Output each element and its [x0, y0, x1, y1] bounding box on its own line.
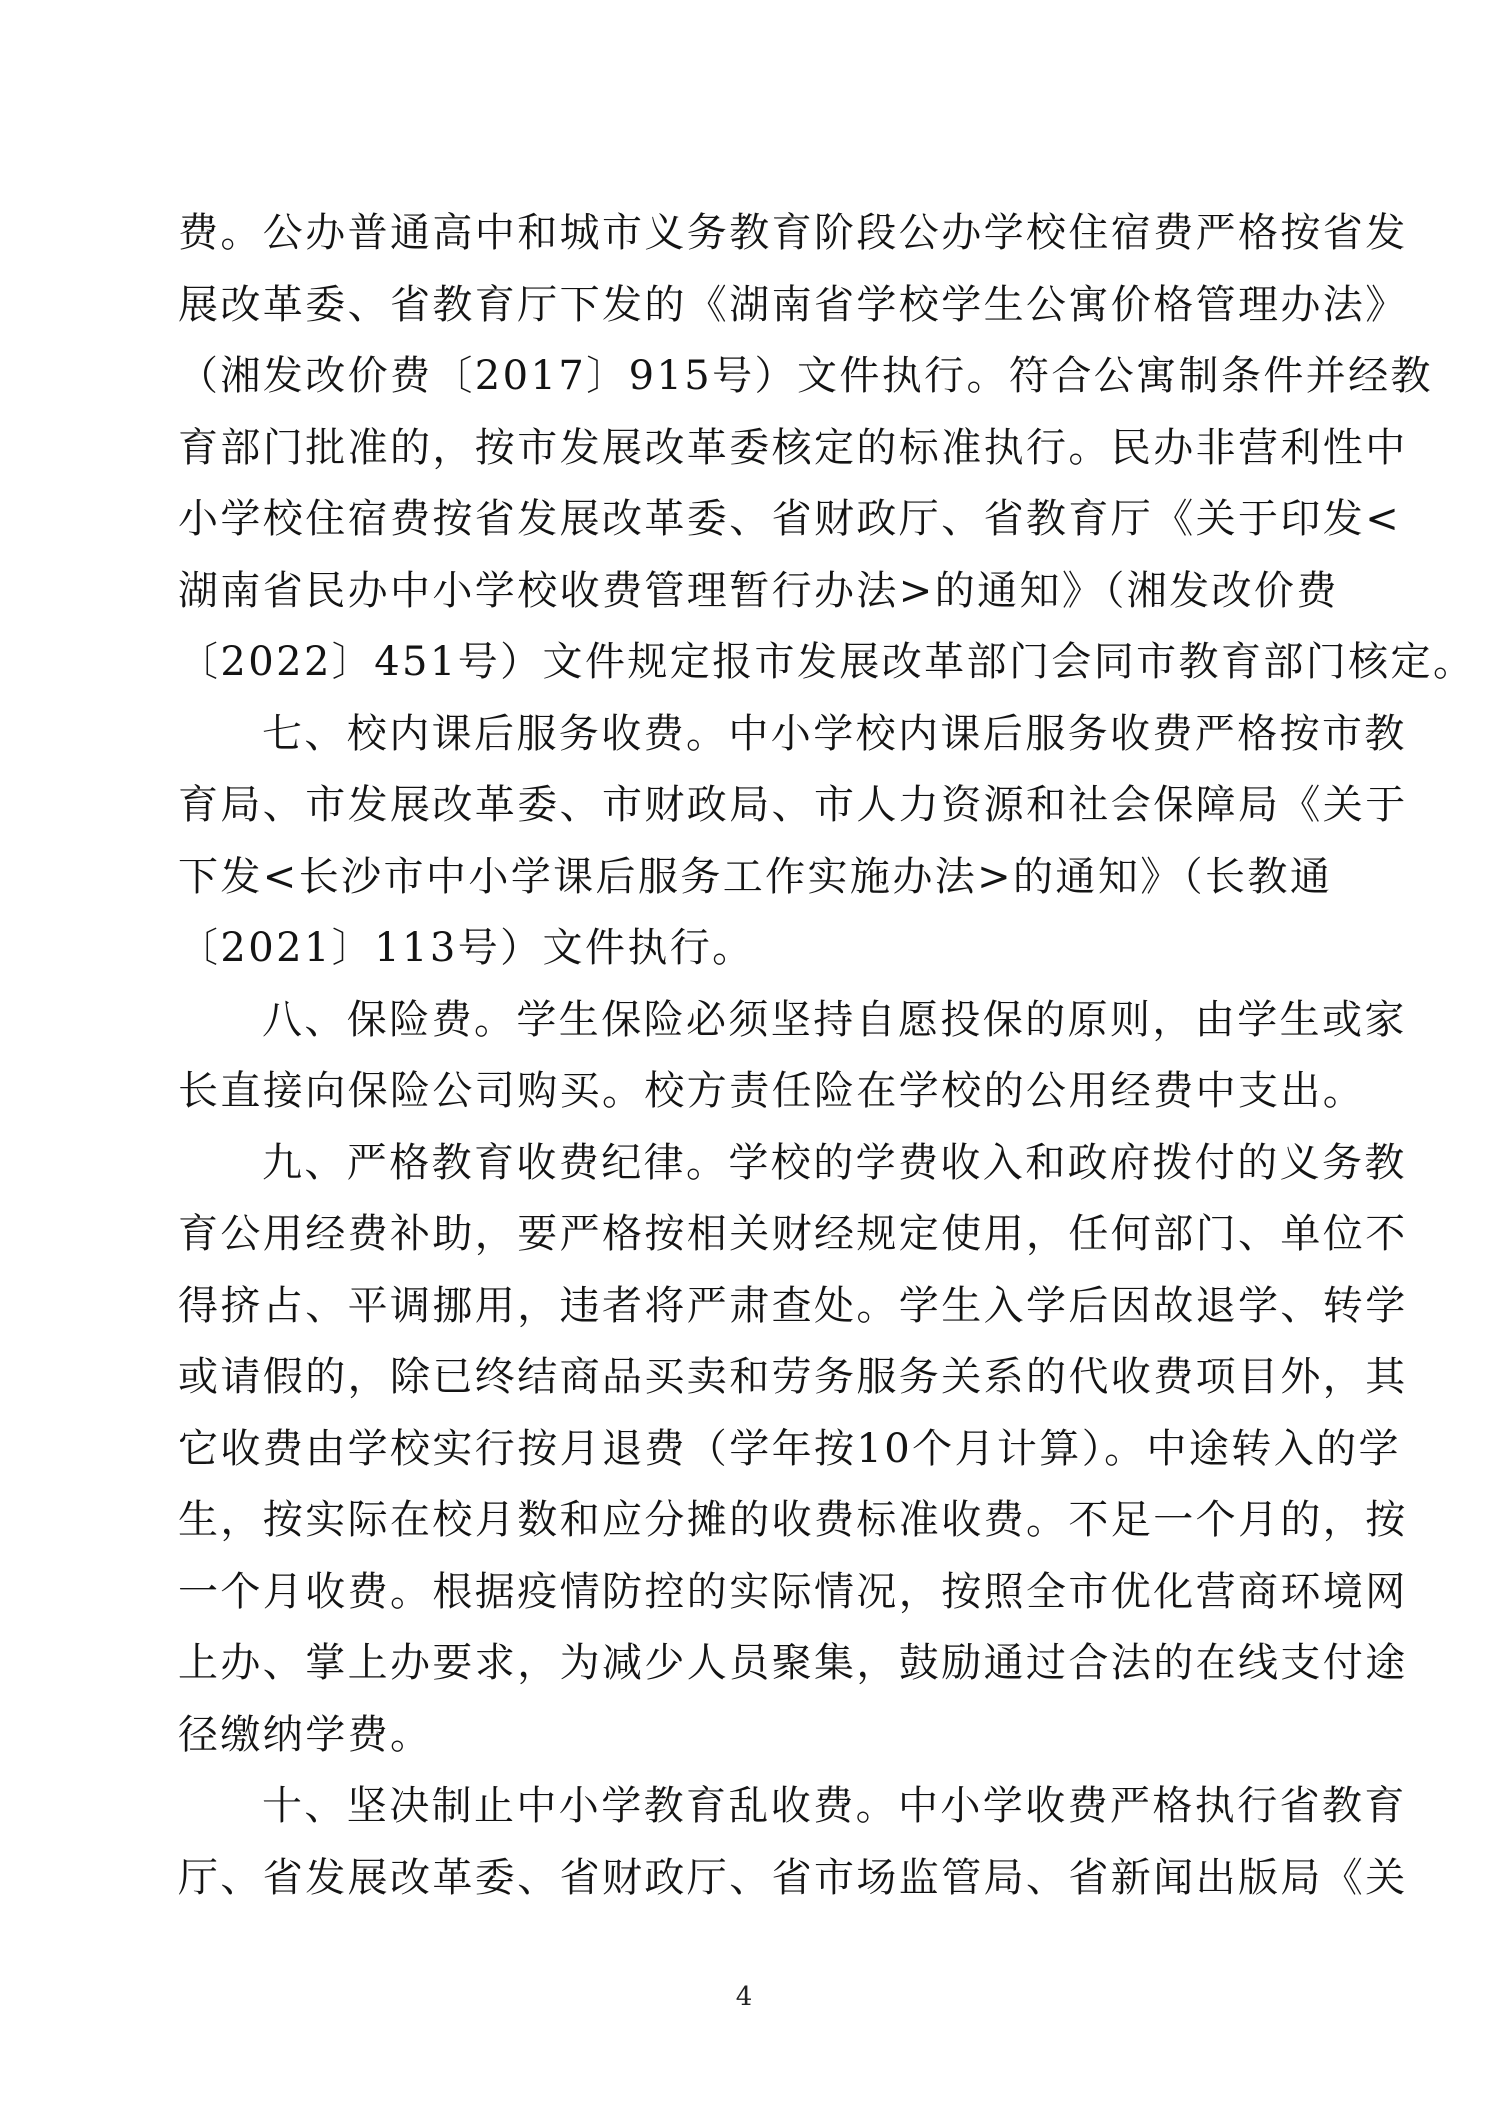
text-line: 长直接向保险公司购买。校方责任险在学校的公用经费中支出。: [178, 1068, 1366, 1114]
paragraph-insurance-fee: [178, 985, 1407, 1128]
text-line: 下发<长沙市中小学课后服务工作实施办法>的通知》（长教通: [178, 853, 1333, 900]
text-line: 生，按实际在校月数和应分摊的收费标准收费。不足一个月的，按: [178, 1497, 1408, 1543]
text-line: 得挤占、平调挪用，违者将严肃查处。学生入学后因故退学、转学: [178, 1282, 1408, 1329]
text-line: 育公用经费补助，要严格按相关财经规定使用，任何部门、单位不: [178, 1211, 1408, 1257]
text-line: 九、严格教育收费纪律。学校的学费收入和政府拨付的义务教: [262, 1139, 1407, 1186]
paragraph-arbitrary-fees-prohibition: [178, 1771, 1408, 1914]
text-line: 一个月收费。根据疫情防控的实际情况，按照全市优化营商环境网: [178, 1568, 1408, 1615]
text-line: 十、坚决制止中小学教育乱收费。中小学收费严格执行省教育: [262, 1783, 1407, 1829]
text-line: 或请假的，除已终结商品买卖和劳务服务关系的代收费项目外，其: [178, 1354, 1408, 1400]
text-line: 费。公办普通高中和城市义务教育阶段公办学校住宿费严格按省发: [178, 210, 1408, 256]
text-line: 育部门批准的，按市发展改革委核定的标准执行。民办非营利性中: [178, 424, 1408, 471]
text-line: 小学校住宿费按省发展改革委、省财政厅、省教育厅《关于印发<: [178, 496, 1402, 542]
text-line: 湖南省民办中小学校收费管理暂行办法>的通知》（湘发改价费: [178, 567, 1339, 614]
text-line: 八、保险费。学生保险必须坚持自愿投保的原则，由学生或家: [262, 996, 1407, 1043]
paragraph-accommodation-fee-continued: [178, 198, 1476, 699]
text-line: 〔2022〕451号）文件规定报市发展改革部门会同市教育部门核定。: [178, 639, 1476, 685]
text-line: （湘发改价费〔2017〕915号）文件执行。符合公寓制条件并经教: [178, 353, 1433, 399]
text-line: 展改革委、省教育厅下发的《湖南省学校学生公寓价格管理办法》: [178, 281, 1408, 328]
page-number: 4: [735, 1982, 753, 2012]
text-line: 七、校内课后服务收费。中小学校内课后服务收费严格按市教: [262, 710, 1407, 757]
text-line: 〔2021〕113号）文件执行。: [178, 925, 755, 971]
paragraph-fee-discipline: [178, 1128, 1408, 1772]
text-line: 径缴纳学费。: [178, 1711, 433, 1758]
paragraph-after-school-service-fee: [178, 699, 1408, 985]
document-body: [178, 198, 1476, 1914]
text-line: 上办、掌上办要求，为减少人员聚集，鼓励通过合法的在线支付途: [178, 1640, 1408, 1686]
text-line: 育局、市发展改革委、市财政局、市人力资源和社会保障局《关于: [178, 782, 1408, 828]
text-line: 它收费由学校实行按月退费（学年按10个月计算）。中途转入的学: [178, 1425, 1401, 1472]
text-line: 厅、省发展改革委、省财政厅、省市场监管局、省新闻出版局《关: [178, 1854, 1408, 1901]
